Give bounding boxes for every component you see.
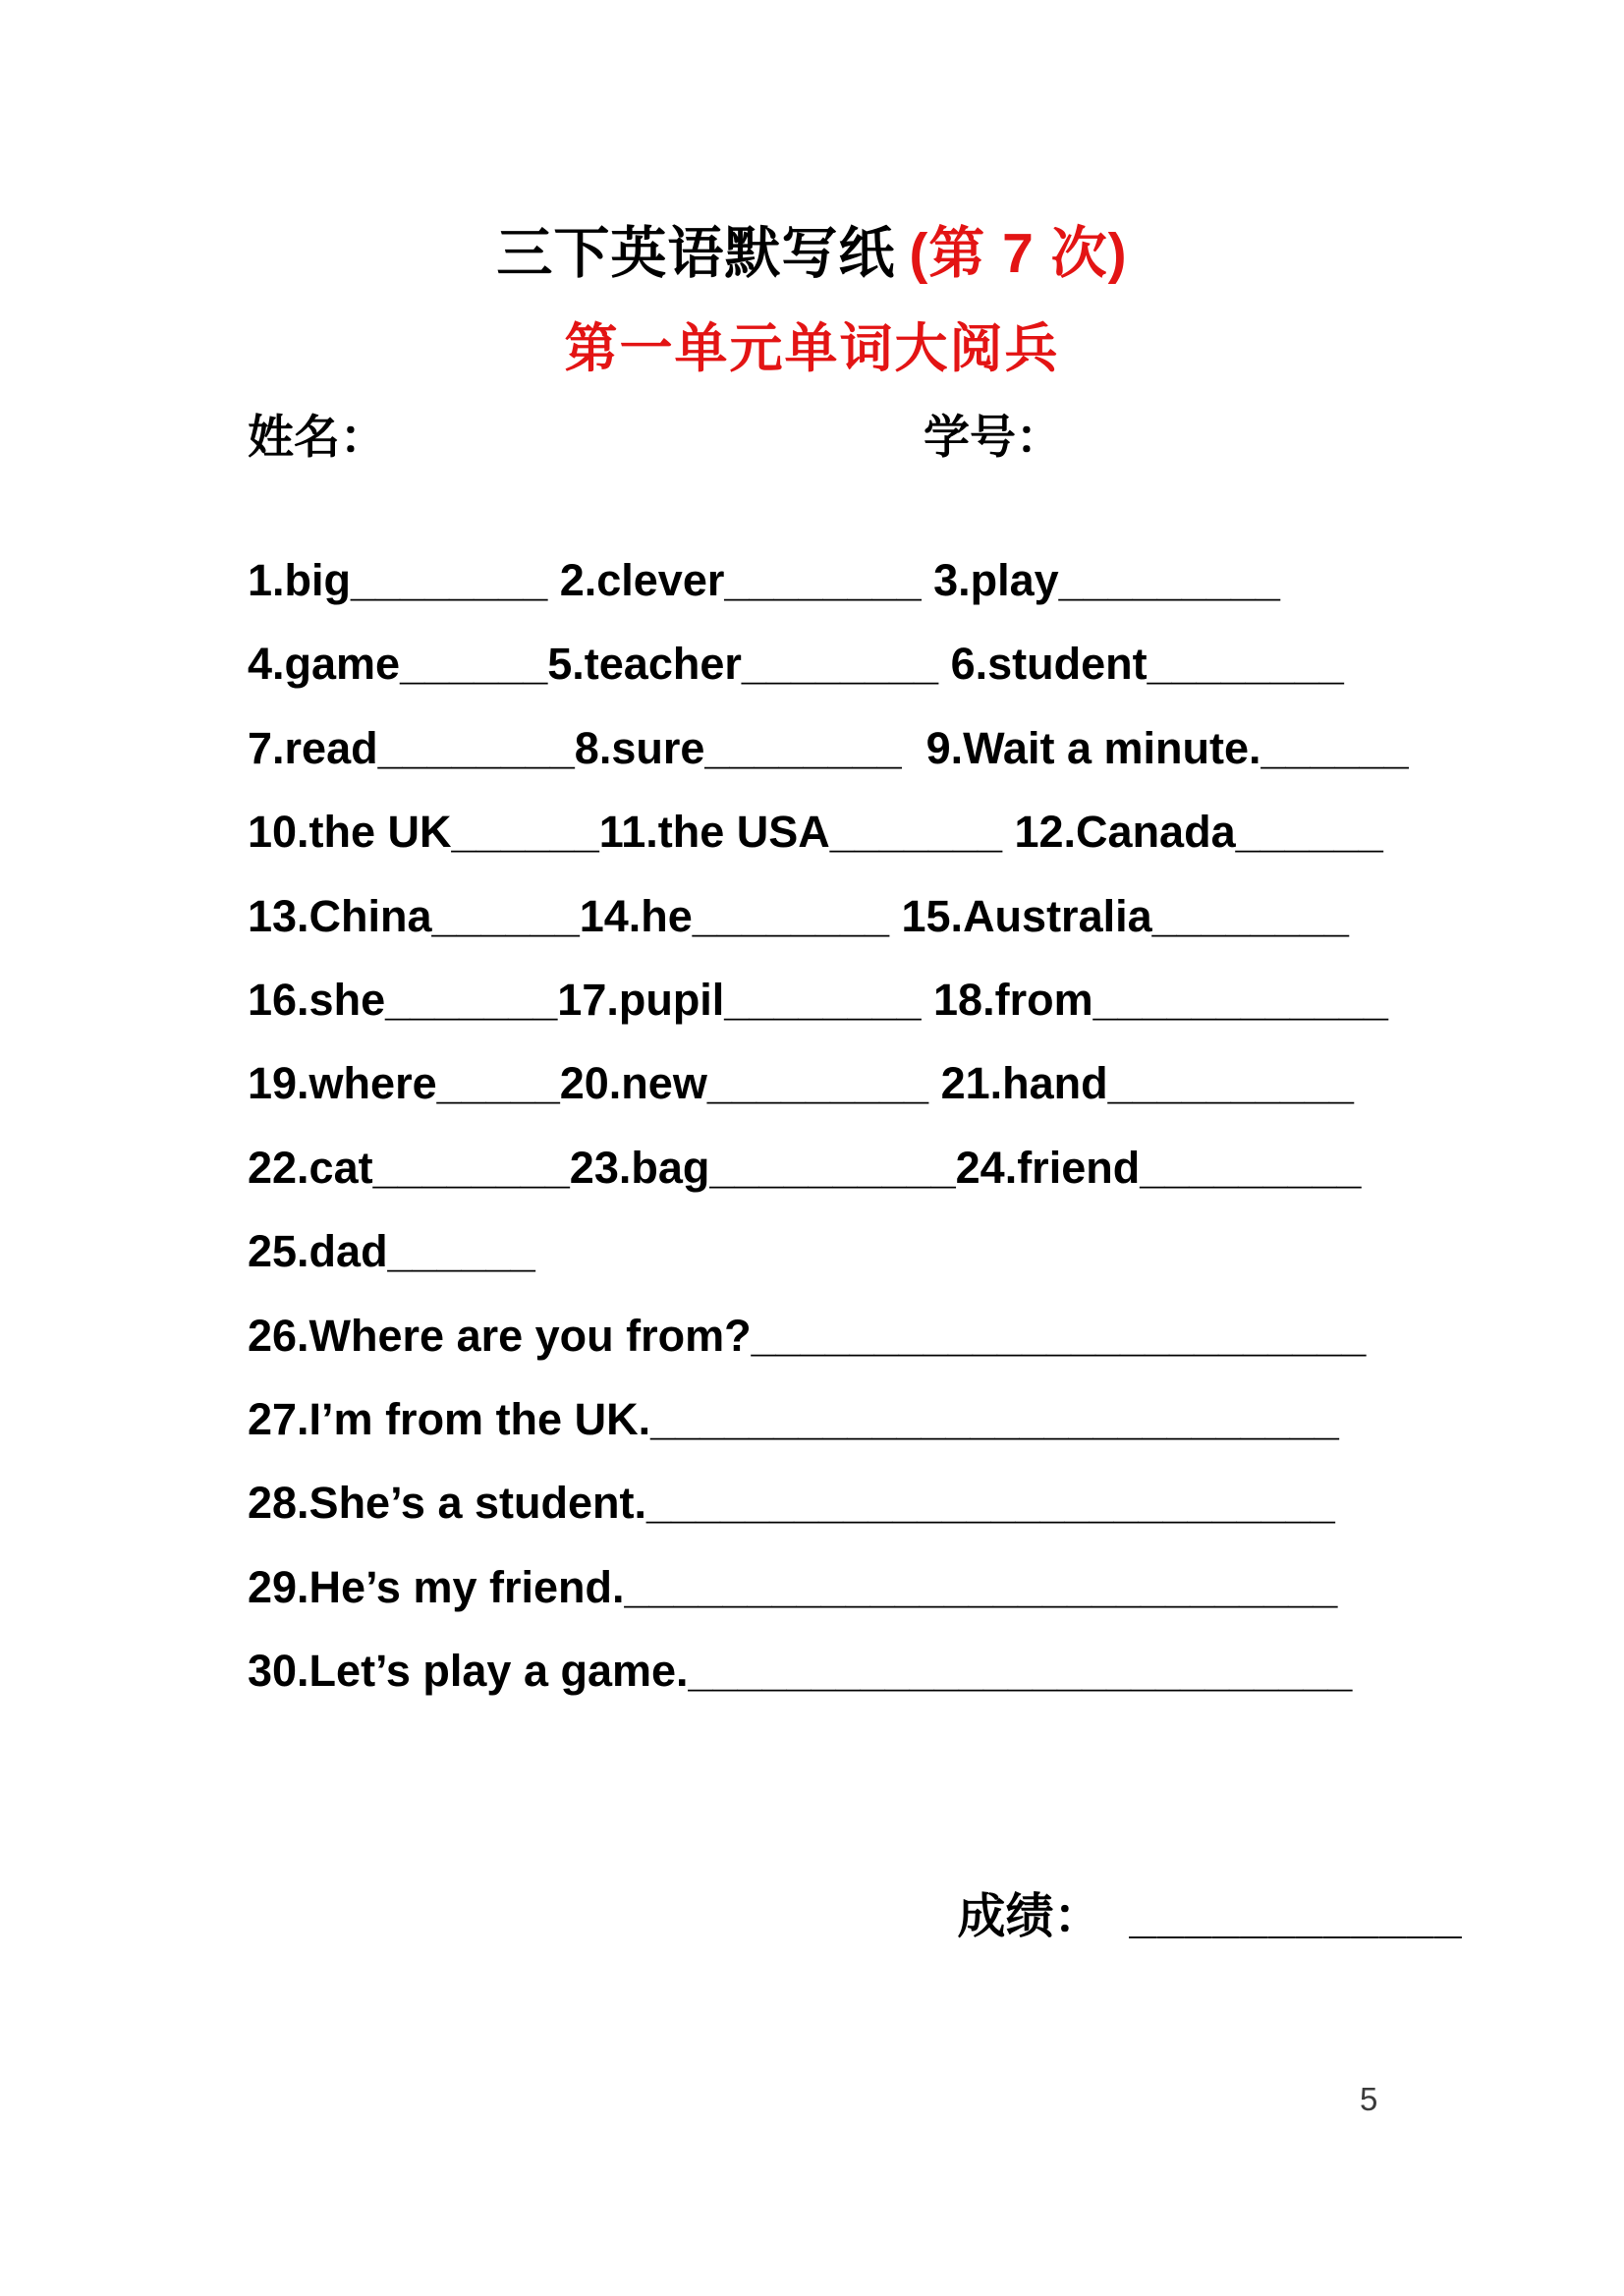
- score-row: [904, 1823, 1463, 2002]
- score-blank-line: ____________: [1129, 1890, 1463, 1943]
- word-line-5: 13.China______14.he________ 15.Australia________: [248, 890, 1349, 941]
- sentence-line-26: 26.Where are you from?_________________________: [248, 1310, 1367, 1361]
- word-line-9: 25.dad______: [248, 1226, 535, 1277]
- word-line-6: 16.she_______17.pupil________ 18.from____________: [248, 974, 1388, 1025]
- page-title: [0, 208, 1624, 289]
- word-line-3: 7.read________8.sure________ 9.Wait a minute.______: [248, 722, 1409, 773]
- name-student-row: [248, 401, 1377, 462]
- score-label: 成绩：: [957, 1890, 1102, 1943]
- page-subtitle: 第一单元单词大阅兵: [564, 319, 1060, 378]
- name-label: 姓名：: [248, 411, 386, 463]
- title-text-black: 三下英语默写纸: [496, 222, 896, 285]
- word-list: [248, 538, 1476, 1712]
- sentence-line-28: 28.She’s a student.____________________________: [248, 1478, 1335, 1529]
- page-number: 5: [1360, 2081, 1378, 2117]
- word-line-1: 1.big________ 2.clever________ 3.play_________: [248, 555, 1280, 605]
- word-line-4: 10.the UK______11.the USA_______ 12.Canada______: [248, 807, 1383, 858]
- sentence-line-30: 30.Let’s play a game.___________________________: [248, 1646, 1353, 1697]
- word-line-8: 22.cat________23.bag__________24.friend_________: [248, 1142, 1362, 1193]
- sentence-line-29: 29.He’s my friend._____________________________: [248, 1561, 1338, 1612]
- word-line-7: 19.where_____20.new_________ 21.hand__________: [248, 1058, 1354, 1109]
- title-text-red: (第 7 次): [909, 222, 1128, 285]
- word-line-2: 4.game______5.teacher________ 6.student________: [248, 639, 1344, 690]
- student-id-label: 学号：: [924, 411, 1062, 463]
- sentence-line-27: 27.I’m from the UK.____________________________: [248, 1393, 1339, 1444]
